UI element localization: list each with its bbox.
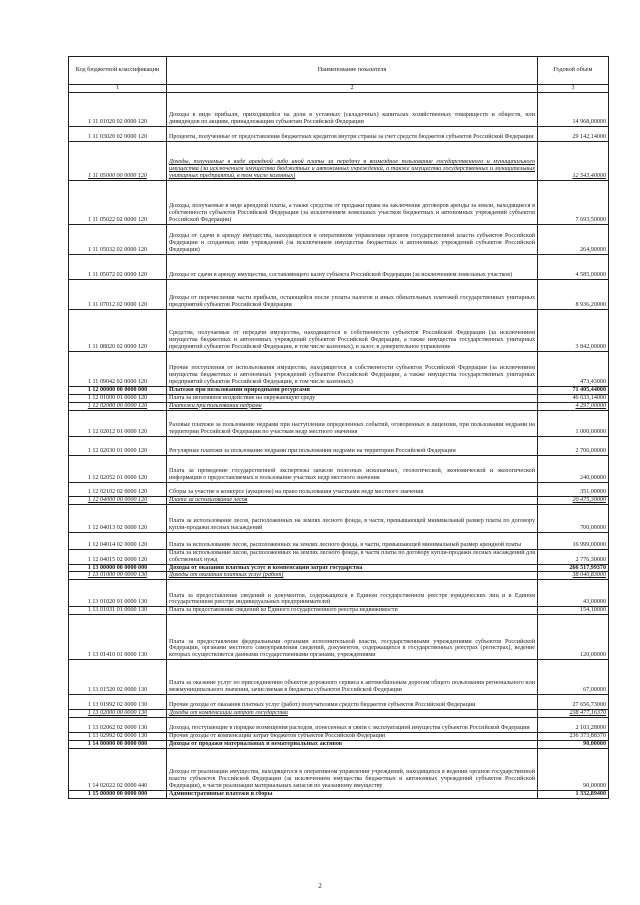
row-name: Доходы, получаемые в виде арендной либо иной платы за передачу в возмездное пользование государственного и муниципального имущества (за исключением имущества бюджетных и автономных учреждений, а также имущества государственных и муниципальных унитарных предприятий, в том числе казенных) [167, 141, 538, 180]
row-name: Доходы от реализации имущества, находящегося в оперативном управлении учреждений, находящихся в ведении органов государственной власти субъектов Российской Федерации (за исключением имущества бюджетных и автономных учреждений субъектов Российской Федерации), в части реализации материальных запасов по указанному имуществу [167, 748, 538, 790]
row-code: 1 11 08020 02 0000 120 [69, 309, 167, 351]
row-amount: 20 475,30000 [538, 496, 609, 504]
row-amount: 71 405,44000 [538, 386, 609, 394]
table-row [69, 615, 609, 660]
row-code: 1 11 01020 02 0000 120 [69, 92, 167, 126]
row-name: Плата за оказание услуг по присоединению объектов дорожного сервиса к автомобильным дорогам общего пользования регионального или межмуниципального значения, зачисляемая в бюджеты субъектов Российской Федерации [167, 660, 538, 695]
column-number: 1 [69, 85, 167, 93]
table-row [69, 180, 609, 224]
table-row [69, 394, 609, 402]
row-name: Разовые платежи за пользование недрами при наступлении определенных событий, оговоренных в лицензии, при пользовании недрами на территории Российской Федерации по участкам недр местного значения [167, 410, 538, 436]
column-header-amount: Годовой объем [538, 57, 609, 85]
row-amount: 16 999,00000 [538, 532, 609, 549]
row-name: Доходы от перечисления части прибыли, остающейся после уплаты налогов и иных обязательных платежей государственных унитарных предприятий субъектов Российской Федерации [167, 279, 538, 309]
row-amount: 266 517,99370 [538, 564, 609, 572]
row-name: Прочие доходы от оказания платных услуг (работ) получателями средств бюджетов субъектов Российской Федерации [167, 695, 538, 710]
table-row [69, 410, 609, 436]
row-amount: 473,43000 [538, 351, 609, 386]
table-row [69, 402, 609, 410]
row-amount: 14 968,00000 [538, 92, 609, 126]
row-amount: 29 142,14000 [538, 126, 609, 141]
row-code: 1 11 05032 02 0000 120 [69, 224, 167, 254]
page-number: 2 [318, 882, 322, 890]
row-code: 1 11 05072 02 0000 120 [69, 254, 167, 279]
table-row [69, 564, 609, 572]
row-amount: 351,00000 [538, 482, 609, 496]
table-row [69, 572, 609, 580]
table-row [69, 607, 609, 615]
table-row [69, 748, 609, 790]
table-row [69, 455, 609, 482]
row-code: 1 13 01000 00 0000 130 [69, 572, 167, 580]
row-name: Плата за предоставление сведений из Единого государственного реестра недвижимости [167, 607, 538, 615]
row-name: Сборы за участие в конкурсе (аукционе) на право пользования участками недр местного значения [167, 482, 538, 496]
row-name: Плата за использование лесов, расположенных на землях лесного фонда, в части, превышающей минимальный размер платы по договору купли-продажи лесных насаждений [167, 504, 538, 532]
row-code: 1 14 02022 02 0000 440 [69, 748, 167, 790]
row-code: 1 11 07012 02 0000 120 [69, 279, 167, 309]
row-amount: 90,00000 [538, 741, 609, 749]
table-row [69, 695, 609, 710]
row-code: 1 12 02030 01 0000 120 [69, 436, 167, 455]
row-code: 1 12 04014 02 0000 120 [69, 532, 167, 549]
row-name: Плата за предоставление федеральными органами исполнительной власти, государственными учреждениями субъектов Российской Федерации, органами местного самоуправления сведений, документов, содержащихся в государственных реестрах (регистрах), ведение которых осуществляется данными государственными органами, учреждениями [167, 615, 538, 660]
table-row [69, 532, 609, 549]
row-amount: 1 332,89400 [538, 790, 609, 798]
row-amount: 4 585,00000 [538, 254, 609, 279]
table-row [69, 580, 609, 607]
row-name: Регулярные платежи за пользование недрами при пользовании недрами на территории Российской Федерации [167, 436, 538, 455]
row-amount: 46 633,14000 [538, 394, 609, 402]
row-amount: 7 693,50000 [538, 180, 609, 224]
table-row [69, 141, 609, 180]
row-code: 1 12 04015 02 0000 120 [69, 549, 167, 564]
row-code: 1 12 01000 01 0000 120 [69, 394, 167, 402]
row-name: Административные платежи и сборы [167, 790, 538, 798]
row-code: 1 13 01520 02 0000 130 [69, 660, 167, 695]
table-row [69, 660, 609, 695]
table-row [69, 309, 609, 351]
row-code: 1 13 01992 02 0000 130 [69, 695, 167, 710]
row-amount: 12 543,40000 [538, 141, 609, 180]
row-code: 1 15 00000 00 0000 000 [69, 790, 167, 798]
row-amount: 240,00000 [538, 455, 609, 482]
row-code: 1 12 02000 00 0000 120 [69, 402, 167, 410]
row-code: 1 13 01410 01 0000 130 [69, 615, 167, 660]
table-row [69, 496, 609, 504]
table-row [69, 482, 609, 496]
row-amount: 90,00000 [538, 748, 609, 790]
table-row [69, 92, 609, 126]
column-number: 3 [538, 85, 609, 93]
row-code: 1 11 05000 00 0000 120 [69, 141, 167, 180]
row-name: Доходы от компенсации затрат государства [167, 710, 538, 718]
table-row [69, 790, 609, 798]
revenue-table [68, 56, 609, 799]
row-amount: 238 477,16370 [538, 710, 609, 718]
table-row [69, 733, 609, 741]
table-row [69, 741, 609, 749]
row-amount: 3 842,00000 [538, 309, 609, 351]
row-name: Плата за использование лесов [167, 496, 538, 504]
row-name: Прочие поступления от использования имущества, находящегося в собственности субъектов Российской Федерации (за исключением имущества бюджетных и автономных учреждений субъектов Российской Федерации, а также имущества государственных унитарных предприятий субъектов Российской Федерации, в том числе казенных) [167, 351, 538, 386]
row-name: Проценты, полученные от предоставления бюджетных кредитов внутри страны за счет средств бюджетов субъектов Российской Федерации [167, 126, 538, 141]
row-name: Плата за проведение государственной экспертизы запасов полезных ископаемых, геологической, экономической и экологической информации о предоставляемых в пользование участках недр местного значения [167, 455, 538, 482]
row-amount: 264,90000 [538, 224, 609, 254]
row-code: 1 12 02102 02 0000 120 [69, 482, 167, 496]
row-code: 1 13 01031 01 0000 130 [69, 607, 167, 615]
table-row [69, 549, 609, 564]
row-amount: 38 040,83000 [538, 572, 609, 580]
row-amount: 27 656,73000 [538, 695, 609, 710]
row-name: Доходы от оказания платных услуг (работ) [167, 572, 538, 580]
row-name: Платежи при пользовании недрами [167, 402, 538, 410]
row-name: Доходы, поступающие в порядке возмещения расходов, понесенных в связи с эксплуатацией имущества субъектов Российской Федерации [167, 718, 538, 733]
table-row [69, 224, 609, 254]
row-name: Доходы от оказания платных услуг и компенсации затрат государства [167, 564, 538, 572]
row-name: Платежи при пользовании природными ресурсами [167, 386, 538, 394]
column-header-name: Наименование показателя [167, 57, 538, 85]
row-name: Плата за негативное воздействие на окружающую среду [167, 394, 538, 402]
row-amount: 2 103,28000 [538, 718, 609, 733]
row-code: 1 11 05022 02 0000 120 [69, 180, 167, 224]
row-code: 1 13 02062 02 0000 130 [69, 718, 167, 733]
row-name: Доходы в виде прибыли, приходящейся на доли в уставных (складочных) капиталах хозяйственных товариществ и обществ, или дивидендов по акциям, принадлежащим субъектам Российской Федерации [167, 92, 538, 126]
table-row [69, 436, 609, 455]
table-row [69, 386, 609, 394]
row-amount: 700,00000 [538, 504, 609, 532]
row-amount: 2 706,00000 [538, 436, 609, 455]
row-code: 1 14 00000 00 0000 000 [69, 741, 167, 749]
row-code: 1 11 09042 02 0000 120 [69, 351, 167, 386]
row-code: 1 13 01020 01 0000 130 [69, 580, 167, 607]
row-name: Прочие доходы от компенсации затрат бюджетов субъектов Российской Федерации [167, 733, 538, 741]
row-code: 1 12 02012 01 0000 120 [69, 410, 167, 436]
row-amount: 236 373,88370 [538, 733, 609, 741]
row-amount: 67,00000 [538, 660, 609, 695]
row-amount: 154,10000 [538, 607, 609, 615]
column-number: 2 [167, 85, 538, 93]
table-row [69, 279, 609, 309]
row-code: 1 13 02000 00 0000 130 [69, 710, 167, 718]
row-amount: 4 297,00000 [538, 402, 609, 410]
row-name: Доходы от сдачи в аренду имущества, находящегося в оперативном управлении органов государственной власти субъектов Российской Федерации и созданных ими учреждений (за исключением имущества бюджетных и автономных учреждений субъектов Российской Федерации) [167, 224, 538, 254]
row-name: Плата за использование лесов, расположенных на землях лесного фонда, в части, превышающей минимальный размер арендной платы [167, 532, 538, 549]
row-code: 1 12 04000 00 0000 120 [69, 496, 167, 504]
row-name: Плата за предоставление сведений и документов, содержащихся в Едином государственном реестре юридических лиц и в Едином государственном реестре индивидуальных предпринимателей [167, 580, 538, 607]
revenue-table-sheet [68, 56, 608, 799]
row-code: 1 13 02992 02 0000 130 [69, 733, 167, 741]
row-amount: 2 776,30000 [538, 549, 609, 564]
row-code: 1 13 00000 00 0000 000 [69, 564, 167, 572]
row-amount: 8 936,20000 [538, 279, 609, 309]
row-name: Средства, получаемые от передачи имущества, находящегося в собственности субъектов Российской Федерации (за исключением имущества бюджетных и автономных учреждений субъектов Российской Федерации, а также имущества государственных унитарных предприятий субъектов Российской Федерации, в том числе казенных), в залог, в доверительное управление [167, 309, 538, 351]
row-code: 1 12 00000 00 0000 000 [69, 386, 167, 394]
table-row [69, 254, 609, 279]
row-name: Доходы от продажи материальных и нематериальных активов [167, 741, 538, 749]
row-amount: 43,00000 [538, 580, 609, 607]
row-name: Доходы от сдачи в аренду имущества, составляющего казну субъекта Российской Федерации (за исключением земельных участков) [167, 254, 538, 279]
row-code: 1 12 04013 02 0000 120 [69, 504, 167, 532]
row-name: Плата за использование лесов, расположенных на землях лесного фонда, в части платы по договору купли-продажи лесных насаждений для собственных нужд [167, 549, 538, 564]
row-name: Доходы, получаемые в виде арендной платы, а также средства от продажи права на заключение договоров аренды за земли, находящиеся в собственности субъектов Российской Федерации (за исключением земельных участков бюджетных и автономных учреждений субъектов Российской Федерации) [167, 180, 538, 224]
table-row [69, 126, 609, 141]
table-row [69, 710, 609, 718]
table-row [69, 504, 609, 532]
column-header-code: Код бюджетной классификации [69, 57, 167, 85]
row-amount: 1 000,00000 [538, 410, 609, 436]
row-code: 1 11 03020 02 0000 120 [69, 126, 167, 141]
row-code: 1 12 02052 01 0000 120 [69, 455, 167, 482]
table-row [69, 351, 609, 386]
row-amount: 120,00000 [538, 615, 609, 660]
table-row [69, 718, 609, 733]
